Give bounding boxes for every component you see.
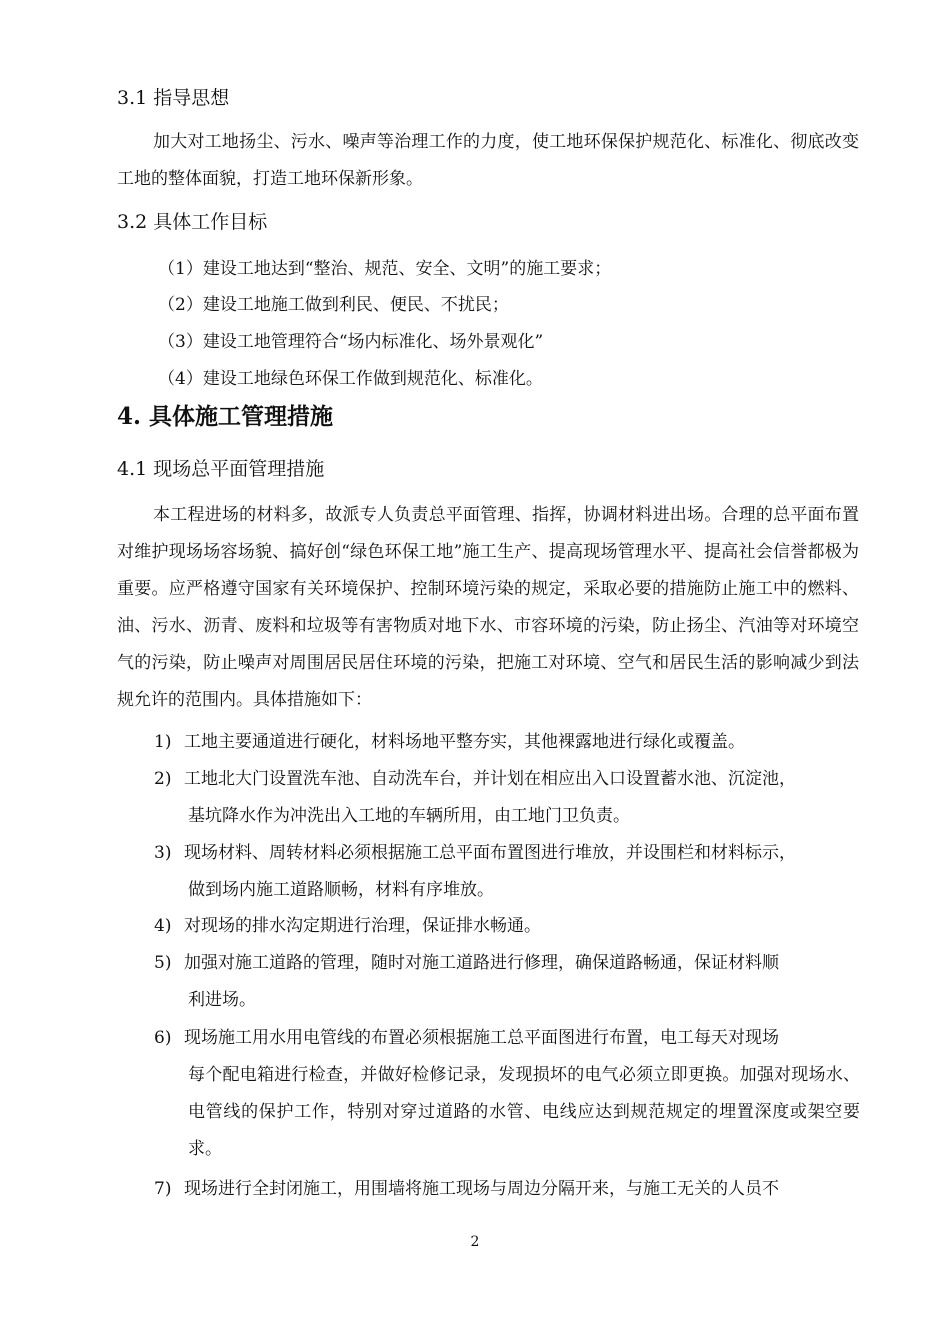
- goal-item-2: （2）建设工地施工做到利民、便民、不扰民；: [158, 295, 509, 315]
- measure-text: 对现场的排水沟定期进行治理，保证排水畅通。: [184, 916, 541, 936]
- measure-text: 现场材料、周转材料必须根据施工总平面布置图进行堆放，并设围栏和材料标示，: [184, 843, 796, 863]
- measure-number: 2): [154, 769, 172, 789]
- measure-number: 4): [154, 916, 172, 936]
- heading-3-1: 3.1 指导思想: [117, 87, 230, 109]
- measure-text-continued: 基坑降水作为冲洗出入工地的车辆所用，由工地门卫负责。: [188, 806, 630, 826]
- measure-item-1: [154, 724, 860, 761]
- measure-item-5: [154, 945, 860, 1019]
- measure-text-continued: 利进场。: [188, 990, 256, 1010]
- measure-number: 7): [154, 1179, 172, 1199]
- measure-text: 工地北大门设置洗车池、自动洗车台，并计划在相应出入口设置蓄水池、沉淀池，: [184, 769, 796, 789]
- measure-text: 工地主要通道进行硬化，材料场地平整夯实，其他裸露地进行绿化或覆盖。: [184, 732, 745, 752]
- measure-item-7: [154, 1171, 860, 1208]
- measure-number: 6): [154, 1028, 172, 1048]
- page-number: 2: [470, 1234, 480, 1250]
- measure-text-continued: 每个配电箱进行检查，并做好检修记录，发现损坏的电气必须立即更换。加强对现场水、电管线的保护工作，特别对穿过道路的水管、电线应达到规范规定的埋置深度或架空要求。: [188, 1065, 860, 1159]
- heading-4: 4. 具体施工管理措施: [117, 403, 334, 430]
- measure-number: 1): [154, 732, 172, 752]
- measure-text-continued: 做到场内施工道路顺畅，材料有序堆放。: [188, 880, 494, 900]
- measure-number: 5): [154, 953, 172, 973]
- heading-3-2: 3.2 具体工作目标: [117, 211, 268, 233]
- heading-4-1: 4.1 现场总平面管理措施: [117, 458, 325, 480]
- goal-item-4: （4）建设工地绿色环保工作做到规范化、标准化。: [158, 369, 543, 389]
- measure-text: 现场进行全封闭施工，用围墙将施工现场与周边分隔开来，与施工无关的人员不: [184, 1179, 779, 1199]
- paragraph-3-1: 加大对工地扬尘、污水、噪声等治理工作的力度，使工地环保保护规范化、标准化、彻底改变工地的整体面貌，打造工地环保新形象。: [117, 132, 859, 189]
- measure-number: 3): [154, 843, 172, 863]
- measure-item-2: [154, 761, 860, 835]
- paragraph-4-1: 本工程进场的材料多，故派专人负责总平面管理、指挥，协调材料进出场。合理的总平面布置对维护现场场容场貌、搞好创“绿色环保工地”施工生产、提高现场管理水平、提高社会信誉都极为重要。应严格遵守国家有关环境保护、控制环境污染的规定，采取必要的措施防止施工中的燃料、油、污水、沥青、废料和垃圾等有害物质对地下水、市容环境的污染，防止扬尘、汽油等对环境空气的污染，防止噪声对周围居民居住环境的污染，把施工对环境、空气和居民生活的影响减少到法规允许的范围内。具体措施如下：: [117, 505, 859, 710]
- goal-item-3: （3）建设工地管理符合“场内标准化、场外景观化”: [158, 332, 544, 352]
- measure-item-4: [154, 908, 860, 945]
- measure-item-3: [154, 835, 860, 909]
- measure-item-6: [154, 1020, 860, 1168]
- goal-item-1: （1）建设工地达到“整治、规范、安全、文明”的施工要求；: [158, 259, 612, 279]
- measure-text: 加强对施工道路的管理，随时对施工道路进行修理，确保道路畅通，保证材料顺: [184, 953, 779, 973]
- measure-text: 现场施工用水用电管线的布置必须根据施工总平面图进行布置，电工每天对现场: [184, 1028, 779, 1048]
